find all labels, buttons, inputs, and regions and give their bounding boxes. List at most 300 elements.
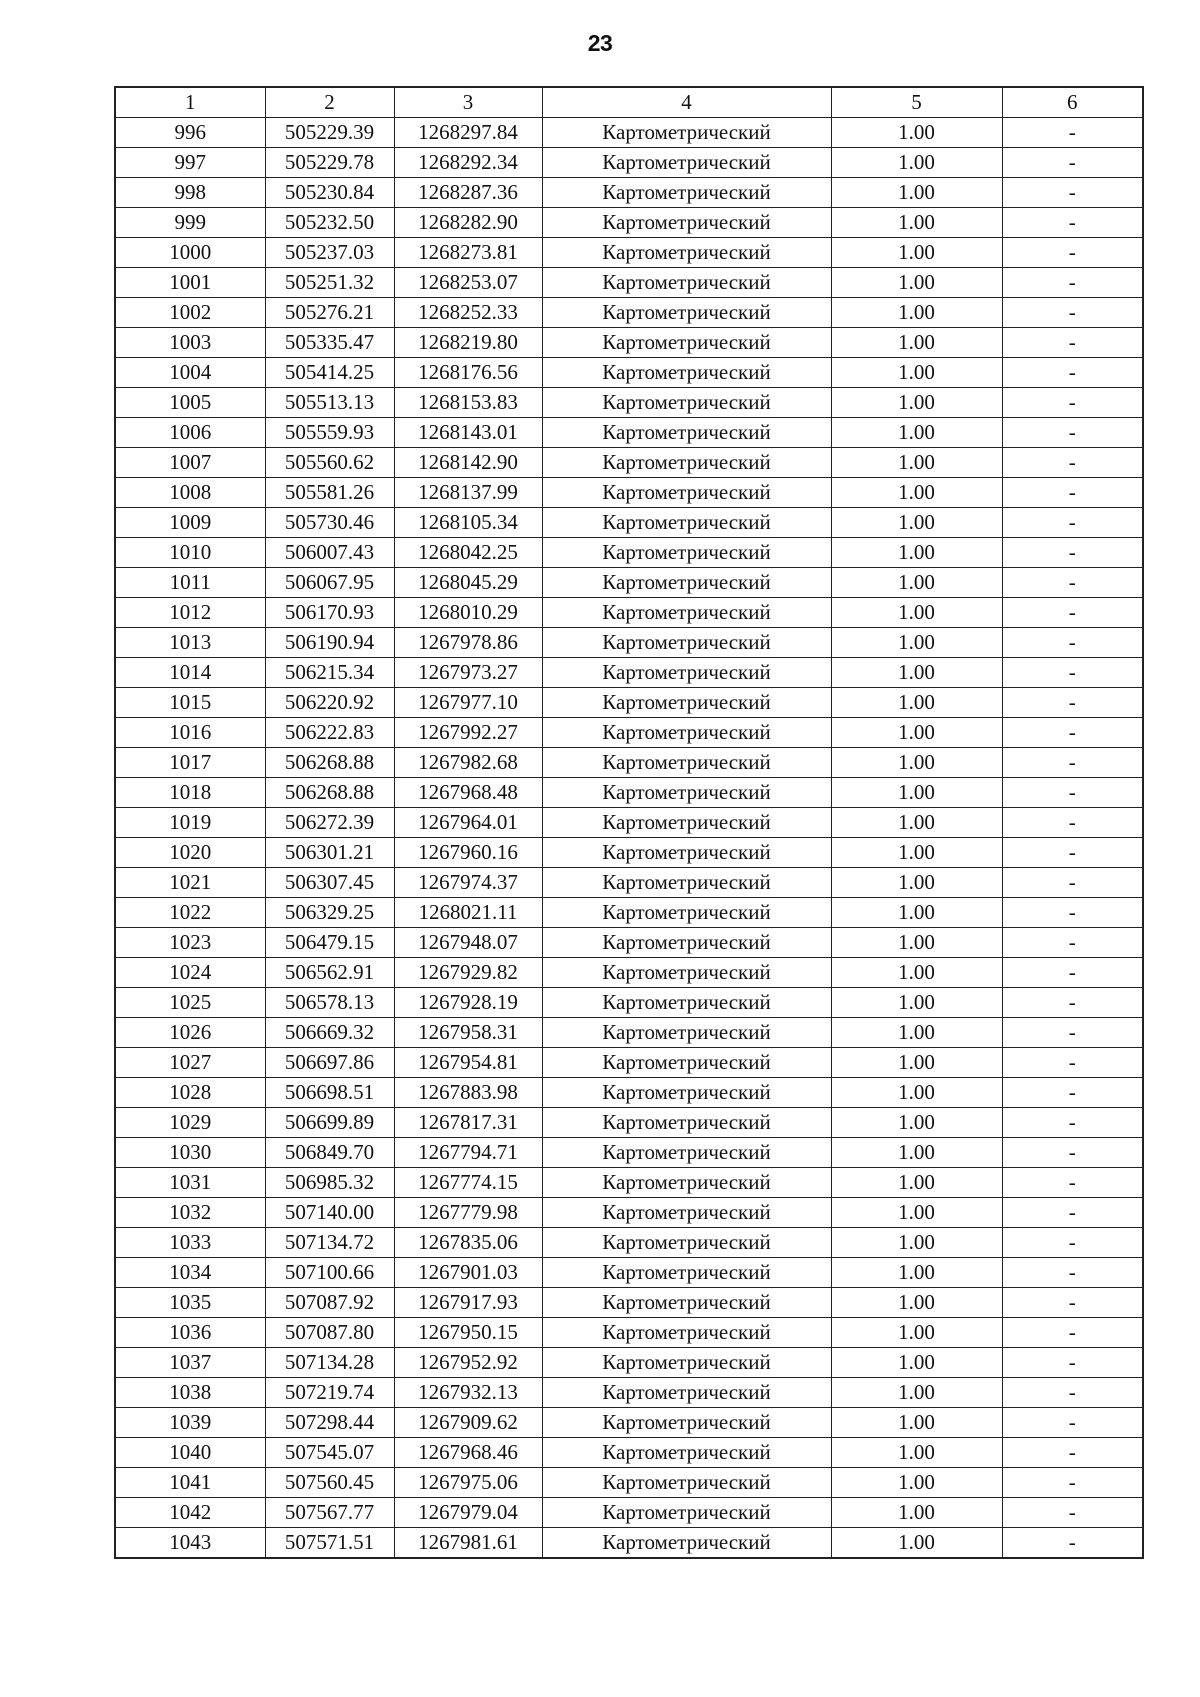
cell-method: Картометрический	[542, 598, 831, 628]
cell-coordinate-y: 1267978.86	[394, 628, 542, 658]
cell-method: Картометрический	[542, 208, 831, 238]
cell-coordinate-x: 507571.51	[265, 1528, 394, 1559]
table-row	[115, 1138, 1143, 1168]
cell-coordinate-x: 505276.21	[265, 298, 394, 328]
cell-method: Картометрический	[542, 1228, 831, 1258]
cell-point-number: 1004	[115, 358, 265, 388]
cell-note: -	[1002, 1498, 1143, 1528]
cell-point-number: 1023	[115, 928, 265, 958]
cell-accuracy: 1.00	[831, 538, 1002, 568]
table-row	[115, 1078, 1143, 1108]
cell-coordinate-y: 1268219.80	[394, 328, 542, 358]
cell-point-number: 1041	[115, 1468, 265, 1498]
cell-coordinate-x: 507140.00	[265, 1198, 394, 1228]
table-row	[115, 1438, 1143, 1468]
cell-accuracy: 1.00	[831, 358, 1002, 388]
cell-note: -	[1002, 478, 1143, 508]
cell-method: Картометрический	[542, 418, 831, 448]
cell-coordinate-y: 1267909.62	[394, 1408, 542, 1438]
table-row	[115, 298, 1143, 328]
cell-method: Картометрический	[542, 1498, 831, 1528]
table-row	[115, 868, 1143, 898]
cell-coordinate-y: 1268042.25	[394, 538, 542, 568]
cell-coordinate-y: 1268010.29	[394, 598, 542, 628]
cell-coordinate-x: 506479.15	[265, 928, 394, 958]
cell-method: Картометрический	[542, 628, 831, 658]
cell-note: -	[1002, 928, 1143, 958]
cell-point-number: 1006	[115, 418, 265, 448]
header-cell-4: 4	[542, 87, 831, 118]
cell-method: Картометрический	[542, 718, 831, 748]
cell-note: -	[1002, 1318, 1143, 1348]
cell-point-number: 1033	[115, 1228, 265, 1258]
cell-coordinate-x: 506268.88	[265, 748, 394, 778]
cell-method: Картометрический	[542, 388, 831, 418]
cell-coordinate-x: 507298.44	[265, 1408, 394, 1438]
cell-point-number: 1035	[115, 1288, 265, 1318]
cell-method: Картометрический	[542, 838, 831, 868]
cell-method: Картометрический	[542, 328, 831, 358]
table-row	[115, 958, 1143, 988]
table-row	[115, 1108, 1143, 1138]
cell-note: -	[1002, 328, 1143, 358]
cell-accuracy: 1.00	[831, 628, 1002, 658]
cell-method: Картометрический	[542, 898, 831, 928]
table-row	[115, 1318, 1143, 1348]
cell-note: -	[1002, 358, 1143, 388]
cell-point-number: 1008	[115, 478, 265, 508]
cell-point-number: 1039	[115, 1408, 265, 1438]
cell-note: -	[1002, 658, 1143, 688]
cell-note: -	[1002, 1168, 1143, 1198]
header-cell-2: 2	[265, 87, 394, 118]
cell-method: Картометрический	[542, 958, 831, 988]
cell-accuracy: 1.00	[831, 1258, 1002, 1288]
table-row	[115, 1288, 1143, 1318]
table-row	[115, 358, 1143, 388]
cell-point-number: 1015	[115, 688, 265, 718]
cell-accuracy: 1.00	[831, 448, 1002, 478]
table-row	[115, 1168, 1143, 1198]
cell-point-number: 999	[115, 208, 265, 238]
cell-method: Картометрический	[542, 1528, 831, 1559]
table-row	[115, 148, 1143, 178]
cell-accuracy: 1.00	[831, 568, 1002, 598]
cell-note: -	[1002, 958, 1143, 988]
cell-method: Картометрический	[542, 118, 831, 148]
cell-accuracy: 1.00	[831, 178, 1002, 208]
table-row	[115, 118, 1143, 148]
cell-point-number: 1028	[115, 1078, 265, 1108]
cell-coordinate-y: 1268297.84	[394, 118, 542, 148]
cell-coordinate-y: 1267982.68	[394, 748, 542, 778]
cell-point-number: 996	[115, 118, 265, 148]
cell-coordinate-y: 1268153.83	[394, 388, 542, 418]
cell-coordinate-x: 506985.32	[265, 1168, 394, 1198]
cell-note: -	[1002, 1528, 1143, 1559]
cell-accuracy: 1.00	[831, 1168, 1002, 1198]
cell-coordinate-x: 505513.13	[265, 388, 394, 418]
cell-coordinate-y: 1267960.16	[394, 838, 542, 868]
cell-coordinate-y: 1268142.90	[394, 448, 542, 478]
cell-note: -	[1002, 628, 1143, 658]
cell-note: -	[1002, 1228, 1143, 1258]
cell-note: -	[1002, 1048, 1143, 1078]
cell-point-number: 1034	[115, 1258, 265, 1288]
cell-coordinate-x: 505335.47	[265, 328, 394, 358]
cell-coordinate-y: 1267794.71	[394, 1138, 542, 1168]
cell-accuracy: 1.00	[831, 208, 1002, 238]
header-row	[115, 87, 1143, 118]
cell-coordinate-x: 506220.92	[265, 688, 394, 718]
header-cell-5: 5	[831, 87, 1002, 118]
cell-note: -	[1002, 1018, 1143, 1048]
cell-coordinate-y: 1268021.11	[394, 898, 542, 928]
cell-coordinate-y: 1268045.29	[394, 568, 542, 598]
cell-note: -	[1002, 838, 1143, 868]
cell-accuracy: 1.00	[831, 808, 1002, 838]
header-cell-1: 1	[115, 87, 265, 118]
cell-note: -	[1002, 1438, 1143, 1468]
cell-accuracy: 1.00	[831, 388, 1002, 418]
cell-accuracy: 1.00	[831, 1438, 1002, 1468]
cell-accuracy: 1.00	[831, 658, 1002, 688]
cell-coordinate-x: 505237.03	[265, 238, 394, 268]
table-row	[115, 238, 1143, 268]
cell-coordinate-y: 1267954.81	[394, 1048, 542, 1078]
cell-coordinate-x: 506669.32	[265, 1018, 394, 1048]
cell-point-number: 1003	[115, 328, 265, 358]
table-row	[115, 418, 1143, 448]
cell-note: -	[1002, 568, 1143, 598]
cell-coordinate-x: 507560.45	[265, 1468, 394, 1498]
cell-point-number: 1009	[115, 508, 265, 538]
cell-coordinate-y: 1267968.46	[394, 1438, 542, 1468]
cell-coordinate-y: 1267973.27	[394, 658, 542, 688]
cell-method: Картометрический	[542, 748, 831, 778]
cell-accuracy: 1.00	[831, 868, 1002, 898]
table-row	[115, 778, 1143, 808]
cell-note: -	[1002, 1198, 1143, 1228]
cell-point-number: 1030	[115, 1138, 265, 1168]
cell-method: Картометрический	[542, 1078, 831, 1108]
cell-method: Картометрический	[542, 688, 831, 718]
cell-note: -	[1002, 1408, 1143, 1438]
cell-method: Картометрический	[542, 268, 831, 298]
cell-method: Картометрический	[542, 298, 831, 328]
cell-point-number: 1000	[115, 238, 265, 268]
cell-point-number: 1007	[115, 448, 265, 478]
table-row	[115, 658, 1143, 688]
cell-accuracy: 1.00	[831, 1408, 1002, 1438]
table-row	[115, 478, 1143, 508]
cell-note: -	[1002, 1378, 1143, 1408]
table-row	[115, 928, 1143, 958]
header-cell-6: 6	[1002, 87, 1143, 118]
cell-note: -	[1002, 118, 1143, 148]
cell-method: Картометрический	[542, 1318, 831, 1348]
cell-note: -	[1002, 538, 1143, 568]
cell-method: Картометрический	[542, 1258, 831, 1288]
cell-coordinate-x: 505730.46	[265, 508, 394, 538]
cell-note: -	[1002, 1258, 1143, 1288]
header-cell-3: 3	[394, 87, 542, 118]
cell-coordinate-y: 1267981.61	[394, 1528, 542, 1559]
cell-coordinate-x: 507545.07	[265, 1438, 394, 1468]
cell-coordinate-y: 1267992.27	[394, 718, 542, 748]
table-row	[115, 538, 1143, 568]
table-row	[115, 208, 1143, 238]
cell-method: Картометрический	[542, 1018, 831, 1048]
cell-accuracy: 1.00	[831, 778, 1002, 808]
cell-method: Картометрический	[542, 988, 831, 1018]
cell-note: -	[1002, 718, 1143, 748]
cell-accuracy: 1.00	[831, 1468, 1002, 1498]
cell-coordinate-x: 506222.83	[265, 718, 394, 748]
cell-method: Картометрический	[542, 538, 831, 568]
cell-coordinate-x: 505559.93	[265, 418, 394, 448]
cell-coordinate-x: 506307.45	[265, 868, 394, 898]
cell-method: Картометрический	[542, 658, 831, 688]
table-row	[115, 598, 1143, 628]
cell-method: Картометрический	[542, 238, 831, 268]
cell-coordinate-y: 1267901.03	[394, 1258, 542, 1288]
cell-point-number: 1021	[115, 868, 265, 898]
cell-point-number: 1001	[115, 268, 265, 298]
table-row	[115, 1468, 1143, 1498]
cell-accuracy: 1.00	[831, 418, 1002, 448]
cell-point-number: 1020	[115, 838, 265, 868]
cell-coordinate-y: 1267932.13	[394, 1378, 542, 1408]
cell-method: Картометрический	[542, 1468, 831, 1498]
cell-coordinate-x: 507134.72	[265, 1228, 394, 1258]
cell-accuracy: 1.00	[831, 268, 1002, 298]
cell-coordinate-x: 507087.80	[265, 1318, 394, 1348]
cell-point-number: 1040	[115, 1438, 265, 1468]
cell-accuracy: 1.00	[831, 1048, 1002, 1078]
cell-method: Картометрический	[542, 1408, 831, 1438]
cell-point-number: 1022	[115, 898, 265, 928]
cell-coordinate-y: 1268287.36	[394, 178, 542, 208]
cell-coordinate-y: 1268137.99	[394, 478, 542, 508]
cell-coordinate-x: 505251.32	[265, 268, 394, 298]
cell-coordinate-x: 505229.39	[265, 118, 394, 148]
cell-coordinate-x: 506849.70	[265, 1138, 394, 1168]
cell-method: Картометрический	[542, 148, 831, 178]
cell-point-number: 1018	[115, 778, 265, 808]
cell-coordinate-x: 505560.62	[265, 448, 394, 478]
cell-method: Картометрический	[542, 358, 831, 388]
table-row	[115, 1048, 1143, 1078]
cell-coordinate-x: 505581.26	[265, 478, 394, 508]
table-row	[115, 178, 1143, 208]
cell-coordinate-x: 505229.78	[265, 148, 394, 178]
cell-coordinate-y: 1267835.06	[394, 1228, 542, 1258]
cell-point-number: 1019	[115, 808, 265, 838]
cell-coordinate-y: 1267958.31	[394, 1018, 542, 1048]
cell-coordinate-x: 506215.34	[265, 658, 394, 688]
cell-point-number: 1017	[115, 748, 265, 778]
cell-method: Картометрический	[542, 778, 831, 808]
cell-coordinate-x: 507100.66	[265, 1258, 394, 1288]
table-row	[115, 898, 1143, 928]
table-body	[115, 118, 1143, 1559]
cell-note: -	[1002, 1138, 1143, 1168]
cell-accuracy: 1.00	[831, 718, 1002, 748]
cell-coordinate-y: 1267948.07	[394, 928, 542, 958]
cell-method: Картометрический	[542, 1438, 831, 1468]
table-row	[115, 1348, 1143, 1378]
cell-coordinate-y: 1267974.37	[394, 868, 542, 898]
cell-note: -	[1002, 988, 1143, 1018]
cell-coordinate-x: 507134.28	[265, 1348, 394, 1378]
table-row	[115, 688, 1143, 718]
cell-coordinate-x: 506007.43	[265, 538, 394, 568]
cell-point-number: 1027	[115, 1048, 265, 1078]
cell-point-number: 1043	[115, 1528, 265, 1559]
cell-note: -	[1002, 298, 1143, 328]
cell-note: -	[1002, 808, 1143, 838]
cell-point-number: 1014	[115, 658, 265, 688]
cell-note: -	[1002, 898, 1143, 928]
cell-note: -	[1002, 598, 1143, 628]
cell-point-number: 1036	[115, 1318, 265, 1348]
cell-accuracy: 1.00	[831, 478, 1002, 508]
cell-accuracy: 1.00	[831, 1378, 1002, 1408]
cell-point-number: 1010	[115, 538, 265, 568]
cell-accuracy: 1.00	[831, 928, 1002, 958]
cell-accuracy: 1.00	[831, 118, 1002, 148]
cell-method: Картометрический	[542, 178, 831, 208]
cell-point-number: 1011	[115, 568, 265, 598]
cell-point-number: 1032	[115, 1198, 265, 1228]
cell-accuracy: 1.00	[831, 1318, 1002, 1348]
cell-note: -	[1002, 268, 1143, 298]
cell-coordinate-y: 1268292.34	[394, 148, 542, 178]
cell-coordinate-x: 506578.13	[265, 988, 394, 1018]
cell-accuracy: 1.00	[831, 598, 1002, 628]
cell-method: Картометрический	[542, 928, 831, 958]
cell-coordinate-y: 1267817.31	[394, 1108, 542, 1138]
cell-note: -	[1002, 778, 1143, 808]
table-row	[115, 568, 1143, 598]
cell-coordinate-x: 506699.89	[265, 1108, 394, 1138]
cell-accuracy: 1.00	[831, 748, 1002, 778]
cell-note: -	[1002, 1348, 1143, 1378]
cell-coordinate-y: 1268105.34	[394, 508, 542, 538]
cell-coordinate-y: 1267917.93	[394, 1288, 542, 1318]
cell-accuracy: 1.00	[831, 508, 1002, 538]
cell-method: Картометрический	[542, 1108, 831, 1138]
cell-note: -	[1002, 748, 1143, 778]
table-row	[115, 508, 1143, 538]
cell-coordinate-y: 1268253.07	[394, 268, 542, 298]
cell-method: Картометрический	[542, 1198, 831, 1228]
cell-coordinate-x: 506329.25	[265, 898, 394, 928]
cell-method: Картометрический	[542, 568, 831, 598]
cell-accuracy: 1.00	[831, 1018, 1002, 1048]
table-row	[115, 1198, 1143, 1228]
table-row	[115, 628, 1143, 658]
cell-accuracy: 1.00	[831, 898, 1002, 928]
table-row	[115, 718, 1143, 748]
table-row	[115, 1258, 1143, 1288]
cell-note: -	[1002, 448, 1143, 478]
cell-point-number: 1024	[115, 958, 265, 988]
cell-point-number: 1016	[115, 718, 265, 748]
cell-note: -	[1002, 238, 1143, 268]
cell-point-number: 1002	[115, 298, 265, 328]
cell-coordinate-y: 1267774.15	[394, 1168, 542, 1198]
cell-accuracy: 1.00	[831, 1348, 1002, 1378]
table-row	[115, 328, 1143, 358]
cell-point-number: 1025	[115, 988, 265, 1018]
cell-accuracy: 1.00	[831, 958, 1002, 988]
cell-method: Картометрический	[542, 1168, 831, 1198]
cell-point-number: 1012	[115, 598, 265, 628]
cell-method: Картометрический	[542, 448, 831, 478]
cell-coordinate-y: 1267929.82	[394, 958, 542, 988]
cell-coordinate-x: 506698.51	[265, 1078, 394, 1108]
table-row	[115, 808, 1143, 838]
cell-coordinate-x: 506697.86	[265, 1048, 394, 1078]
cell-point-number: 1042	[115, 1498, 265, 1528]
cell-coordinate-x: 506190.94	[265, 628, 394, 658]
cell-coordinate-x: 507219.74	[265, 1378, 394, 1408]
table-row	[115, 1018, 1143, 1048]
cell-note: -	[1002, 508, 1143, 538]
cell-accuracy: 1.00	[831, 688, 1002, 718]
cell-coordinate-y: 1267928.19	[394, 988, 542, 1018]
cell-accuracy: 1.00	[831, 298, 1002, 328]
cell-point-number: 998	[115, 178, 265, 208]
cell-method: Картометрический	[542, 1378, 831, 1408]
table-row	[115, 268, 1143, 298]
table-row	[115, 1408, 1143, 1438]
cell-method: Картометрический	[542, 1288, 831, 1318]
cell-coordinate-y: 1267952.92	[394, 1348, 542, 1378]
cell-method: Картометрический	[542, 808, 831, 838]
cell-coordinate-y: 1267977.10	[394, 688, 542, 718]
cell-coordinate-y: 1268143.01	[394, 418, 542, 448]
cell-coordinate-y: 1267975.06	[394, 1468, 542, 1498]
table-row	[115, 448, 1143, 478]
table-row	[115, 1498, 1143, 1528]
cell-point-number: 997	[115, 148, 265, 178]
cell-note: -	[1002, 1108, 1143, 1138]
cell-accuracy: 1.00	[831, 1528, 1002, 1559]
cell-note: -	[1002, 418, 1143, 448]
cell-coordinate-y: 1267964.01	[394, 808, 542, 838]
cell-note: -	[1002, 178, 1143, 208]
cell-coordinate-x: 506272.39	[265, 808, 394, 838]
cell-accuracy: 1.00	[831, 1498, 1002, 1528]
table-row	[115, 748, 1143, 778]
cell-accuracy: 1.00	[831, 1198, 1002, 1228]
cell-method: Картометрический	[542, 508, 831, 538]
cell-coordinate-x: 507087.92	[265, 1288, 394, 1318]
table-row	[115, 1528, 1143, 1559]
table-row	[115, 1228, 1143, 1258]
table-row	[115, 388, 1143, 418]
cell-accuracy: 1.00	[831, 1288, 1002, 1318]
cell-coordinate-x: 506268.88	[265, 778, 394, 808]
cell-method: Картометрический	[542, 478, 831, 508]
cell-coordinate-x: 506067.95	[265, 568, 394, 598]
cell-coordinate-x: 505414.25	[265, 358, 394, 388]
cell-accuracy: 1.00	[831, 1138, 1002, 1168]
cell-point-number: 1005	[115, 388, 265, 418]
